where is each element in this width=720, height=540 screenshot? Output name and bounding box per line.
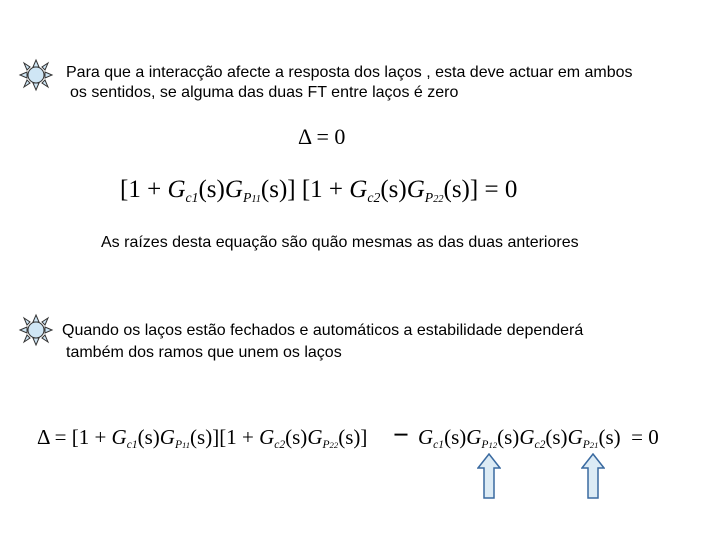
bullet1-line1: Para que a interacção afecte a resposta dos laços , esta deve actuar em ambos <box>66 64 633 81</box>
sun-bullet-icon <box>18 313 54 347</box>
equation-cross-terms: $G_{c1}(s)G_{P12}(s)G_{c2}(s)G_{P21}(s) = 0$ <box>418 425 659 452</box>
bullet2-line1: Quando os laços estão fechados e automáticos a estabilidade dependerá <box>62 322 584 339</box>
equation-minus: − <box>393 420 409 451</box>
equation-product: $[1 + G_{c1}(s)G_{P11}(s)]$ $[1 + G_{c2}(s)G_{P22}(s)] = 0$ <box>120 176 518 205</box>
equation-full: $\Delta = [1 + G_{c1}(s)G_{P11}(s)][1 + G_{c2}(s)G_{P22}(s)]$ <box>37 425 368 452</box>
sun-bullet-icon <box>18 58 54 92</box>
bullet2-line2: também dos ramos que unem os laços <box>66 344 342 361</box>
up-arrow-icon <box>581 453 605 499</box>
note-text: As raízes desta equação são quão mesmas as das duas anteriores <box>101 234 579 251</box>
up-arrow-icon <box>477 453 501 499</box>
equation-delta-zero: Δ = 0 <box>298 124 346 149</box>
bullet1-line2: os sentidos, se alguma das duas FT entre laços é zero <box>70 84 459 101</box>
